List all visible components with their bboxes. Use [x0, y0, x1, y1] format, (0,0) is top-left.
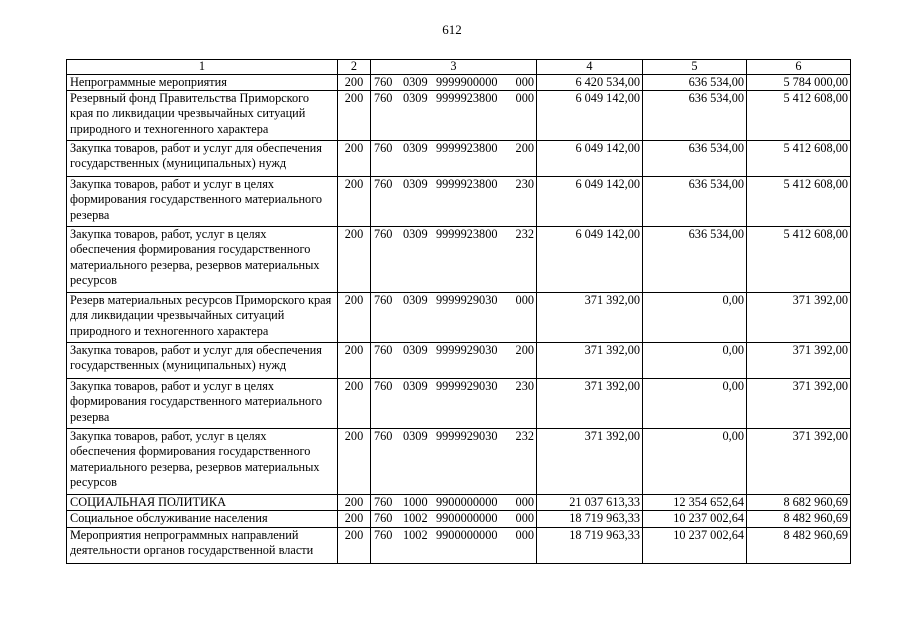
row-col6-amount: 5 412 608,00: [747, 91, 851, 141]
row-col5-amount: 10 237 002,64: [643, 511, 747, 527]
row-classification-code: [371, 177, 537, 227]
row-col2: 200: [338, 527, 371, 563]
code-part-4: 000: [515, 293, 534, 308]
table-row: [67, 91, 851, 141]
budget-table: [66, 59, 851, 564]
row-col4-amount: 6 420 534,00: [537, 75, 643, 91]
row-col6-amount: 5 412 608,00: [747, 141, 851, 177]
row-name: Закупка товаров, работ и услуг в целях формирования государственного материального резерва: [67, 177, 338, 227]
code-part-3: 9999923800: [436, 141, 498, 156]
code-part-2: 1002: [403, 527, 428, 542]
row-classification-code: [371, 511, 537, 527]
row-col4-amount: 371 392,00: [537, 379, 643, 429]
code-part-3: 9999923800: [436, 91, 498, 106]
row-col4-amount: 371 392,00: [537, 293, 643, 343]
row-col5-amount: 10 237 002,64: [643, 527, 747, 563]
table-row: [67, 379, 851, 429]
code-part-3: 9999923800: [436, 227, 498, 242]
code-part-4: 200: [515, 141, 534, 156]
code-part-2: 0309: [403, 227, 428, 242]
code-part-1: 760: [374, 91, 393, 106]
table-row: [67, 293, 851, 343]
row-col2: 200: [338, 177, 371, 227]
row-col5-amount: 0,00: [643, 379, 747, 429]
table-row: [67, 227, 851, 293]
row-classification-code: [371, 91, 537, 141]
code-part-1: 760: [374, 511, 393, 526]
row-col5-amount: 0,00: [643, 293, 747, 343]
code-part-4: 000: [515, 495, 534, 510]
code-part-4: 232: [515, 227, 534, 242]
row-classification-code: [371, 343, 537, 379]
code-part-1: 760: [374, 379, 393, 394]
row-col4-amount: 18 719 963,33: [537, 511, 643, 527]
row-name: Закупка товаров, работ, услуг в целях обеспечения формирования государственного материального резерва, резервов материальных ресурсов: [67, 227, 338, 293]
row-classification-code: [371, 527, 537, 563]
header-col-6: 6: [747, 60, 851, 75]
row-classification-code: [371, 495, 537, 511]
row-col5-amount: 636 534,00: [643, 91, 747, 141]
table-row: [67, 343, 851, 379]
code-part-2: 0309: [403, 141, 428, 156]
row-col4-amount: 6 049 142,00: [537, 141, 643, 177]
code-part-3: 9999900000: [436, 75, 498, 89]
row-col2: 200: [338, 379, 371, 429]
code-part-3: 9999923800: [436, 177, 498, 192]
code-part-1: 760: [374, 141, 393, 156]
row-col6-amount: 371 392,00: [747, 379, 851, 429]
code-part-3: 9999929030: [436, 429, 498, 444]
row-col6-amount: 5 784 000,00: [747, 75, 851, 91]
row-classification-code: [371, 141, 537, 177]
table-row: [67, 429, 851, 495]
row-col5-amount: 0,00: [643, 343, 747, 379]
table-row: [67, 75, 851, 91]
code-part-1: 760: [374, 343, 393, 358]
row-col5-amount: 12 354 652,64: [643, 495, 747, 511]
row-name: Закупка товаров, работ, услуг в целях обеспечения формирования государственного материального резерва, резервов материальных ресурсов: [67, 429, 338, 495]
code-part-4: 000: [515, 511, 534, 526]
code-part-2: 0309: [403, 75, 428, 89]
row-col2: 200: [338, 343, 371, 379]
row-col2: 200: [338, 429, 371, 495]
code-part-3: 9999929030: [436, 293, 498, 308]
row-col2: 200: [338, 75, 371, 91]
row-name: Социальное обслуживание населения: [67, 511, 338, 527]
code-part-1: 760: [374, 227, 393, 242]
row-col4-amount: 18 719 963,33: [537, 527, 643, 563]
row-col4-amount: 21 037 613,33: [537, 495, 643, 511]
row-name: Непрограммные мероприятия: [67, 75, 338, 91]
table-row: [67, 511, 851, 527]
table-body: [67, 75, 851, 564]
code-part-1: 760: [374, 429, 393, 444]
code-part-2: 0309: [403, 177, 428, 192]
row-col6-amount: 5 412 608,00: [747, 177, 851, 227]
code-part-4: 232: [515, 429, 534, 444]
row-name: Резервный фонд Правительства Приморского края по ликвидации чрезвычайных ситуаций природного и техногенного характера: [67, 91, 338, 141]
code-part-2: 1002: [403, 511, 428, 526]
row-name: Мероприятия непрограммных направлений деятельности органов государственной власти: [67, 527, 338, 563]
table-row: [67, 141, 851, 177]
row-col4-amount: 6 049 142,00: [537, 91, 643, 141]
code-part-3: 9900000000: [436, 527, 498, 542]
row-col6-amount: 5 412 608,00: [747, 227, 851, 293]
table-row: [67, 177, 851, 227]
row-col6-amount: 371 392,00: [747, 343, 851, 379]
row-col5-amount: 636 534,00: [643, 227, 747, 293]
row-col4-amount: 6 049 142,00: [537, 177, 643, 227]
row-col6-amount: 371 392,00: [747, 429, 851, 495]
row-col6-amount: 8 482 960,69: [747, 511, 851, 527]
row-name: Закупка товаров, работ и услуг в целях формирования государственного материального резерва: [67, 379, 338, 429]
row-col5-amount: 636 534,00: [643, 177, 747, 227]
table-row: [67, 527, 851, 563]
code-part-3: 9999929030: [436, 379, 498, 394]
code-part-3: 9900000000: [436, 495, 498, 510]
row-name: Резерв материальных ресурсов Приморского края для ликвидации чрезвычайных ситуаций природного и техногенного характера: [67, 293, 338, 343]
header-col-2: 2: [338, 60, 371, 75]
row-name: Закупка товаров, работ и услуг для обеспечения государственных (муниципальных) нужд: [67, 343, 338, 379]
row-classification-code: [371, 227, 537, 293]
code-part-2: 0309: [403, 379, 428, 394]
row-col2: 200: [338, 293, 371, 343]
row-col2: 200: [338, 511, 371, 527]
code-part-1: 760: [374, 527, 393, 542]
code-part-4: 000: [515, 91, 534, 106]
row-name: СОЦИАЛЬНАЯ ПОЛИТИКА: [67, 495, 338, 511]
code-part-4: 000: [515, 527, 534, 542]
code-part-1: 760: [374, 75, 393, 89]
row-col2: 200: [338, 141, 371, 177]
row-col2: 200: [338, 227, 371, 293]
row-col4-amount: 371 392,00: [537, 343, 643, 379]
code-part-4: 000: [515, 75, 534, 89]
code-part-4: 230: [515, 177, 534, 192]
row-col2: 200: [338, 91, 371, 141]
row-col6-amount: 371 392,00: [747, 293, 851, 343]
row-col2: 200: [338, 495, 371, 511]
code-part-3: 9999929030: [436, 343, 498, 358]
code-part-1: 760: [374, 177, 393, 192]
row-col6-amount: 8 682 960,69: [747, 495, 851, 511]
code-part-1: 760: [374, 495, 393, 510]
row-name: Закупка товаров, работ и услуг для обеспечения государственных (муниципальных) нужд: [67, 141, 338, 177]
header-col-1: 1: [67, 60, 338, 75]
row-classification-code: [371, 379, 537, 429]
row-col5-amount: 0,00: [643, 429, 747, 495]
code-part-4: 200: [515, 343, 534, 358]
code-part-2: 0309: [403, 429, 428, 444]
code-part-3: 9900000000: [436, 511, 498, 526]
code-part-2: 1000: [403, 495, 428, 510]
code-part-2: 0309: [403, 91, 428, 106]
page-number: 612: [442, 22, 462, 37]
row-classification-code: [371, 293, 537, 343]
header-col-5: 5: [643, 60, 747, 75]
header-row: [67, 60, 851, 75]
row-col5-amount: 636 534,00: [643, 75, 747, 91]
row-classification-code: [371, 429, 537, 495]
code-part-2: 0309: [403, 293, 428, 308]
table-row: [67, 495, 851, 511]
header-col-3: 3: [371, 60, 537, 75]
code-part-1: 760: [374, 293, 393, 308]
row-col5-amount: 636 534,00: [643, 141, 747, 177]
code-part-2: 0309: [403, 343, 428, 358]
row-col4-amount: 6 049 142,00: [537, 227, 643, 293]
row-classification-code: [371, 75, 537, 91]
row-col6-amount: 8 482 960,69: [747, 527, 851, 563]
code-part-4: 230: [515, 379, 534, 394]
header-col-4: 4: [537, 60, 643, 75]
row-col4-amount: 371 392,00: [537, 429, 643, 495]
